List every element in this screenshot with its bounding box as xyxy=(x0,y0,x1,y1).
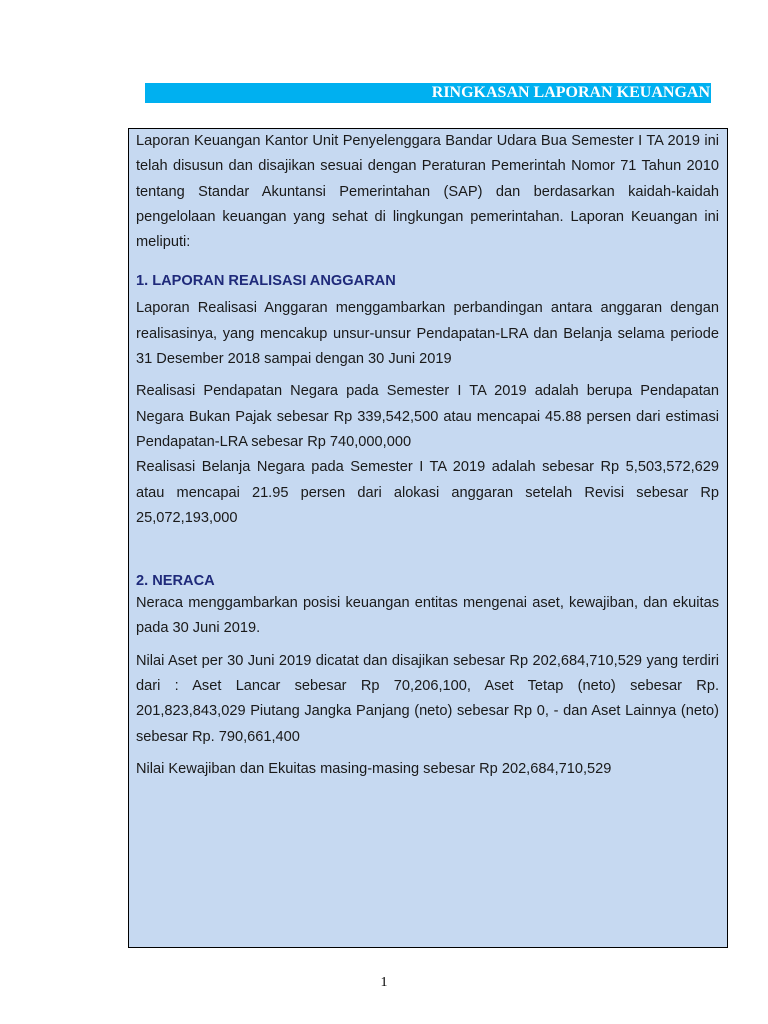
report-title: RINGKASAN LAPORAN KEUANGAN xyxy=(431,84,710,101)
lra-paragraph-description: Laporan Realisasi Anggaran menggambarkan perbandingan antara anggaran dengan realisasinya, yang mencakup unsur-unsur Pendapatan-LRA dan Belanja selama periode 31 Desember 2018 sampai dengan 30 Juni 2019 xyxy=(136,300,719,368)
page-number: 1 xyxy=(380,975,388,990)
section-heading-lra: 1. LAPORAN REALISASI ANGGARAN xyxy=(136,273,396,290)
lra-paragraph-expenditure: Realisasi Belanja Negara pada Semester I TA 2019 adalah sebesar Rp 5,503,572,629 atau mencapai 21.95 persen dari alokasi anggaran setelah Revisi sebesar Rp 25,072,193,000 xyxy=(136,459,719,526)
neraca-paragraph-liabilities-equity: Nilai Kewajiban dan Ekuitas masing-masing sebesar Rp 202,684,710,529 xyxy=(136,760,612,777)
neraca-paragraph-description: Neraca menggambarkan posisi keuangan entitas mengenai aset, kewajiban, dan ekuitas pada 30 Juni 2019. xyxy=(136,595,719,637)
summary-content-box xyxy=(128,128,728,948)
intro-paragraph: Laporan Keuangan Kantor Unit Penyelenggara Bandar Udara Bua Semester I TA 2019 ini telah disusun dan disajikan sesuai dengan Peraturan Pemerintah Nomor 71 Tahun 2010 tentang Standar Akuntansi Pemerintahan (SAP) dan berdasarkan kaidah-kaidah pengelolaan keuangan yang sehat di lingkungan pemerintahan. Laporan Keuangan ini meliputi: xyxy=(136,133,719,251)
section-heading-neraca: 2. NERACA xyxy=(136,573,215,590)
lra-paragraph-revenue: Realisasi Pendapatan Negara pada Semester I TA 2019 adalah berupa Pendapatan Negara Bukan Pajak sebesar Rp 339,542,500 atau mencapai 45.88 persen dari estimasi Pendapatan-LRA sebesar Rp 740,000,000 xyxy=(136,383,719,450)
report-title-bar xyxy=(145,83,711,103)
neraca-paragraph-assets: Nilai Aset per 30 Juni 2019 dicatat dan disajikan sebesar Rp 202,684,710,529 yang terdiri dari : Aset Lancar sebesar Rp 70,206,100, Aset Tetap (neto) sebesar Rp. 201,823,843,029 Piutang Jangka Panjang (neto) sebesar Rp 0, - dan Aset Lainnya (neto) sebesar Rp. 790,661,400 xyxy=(136,652,719,745)
